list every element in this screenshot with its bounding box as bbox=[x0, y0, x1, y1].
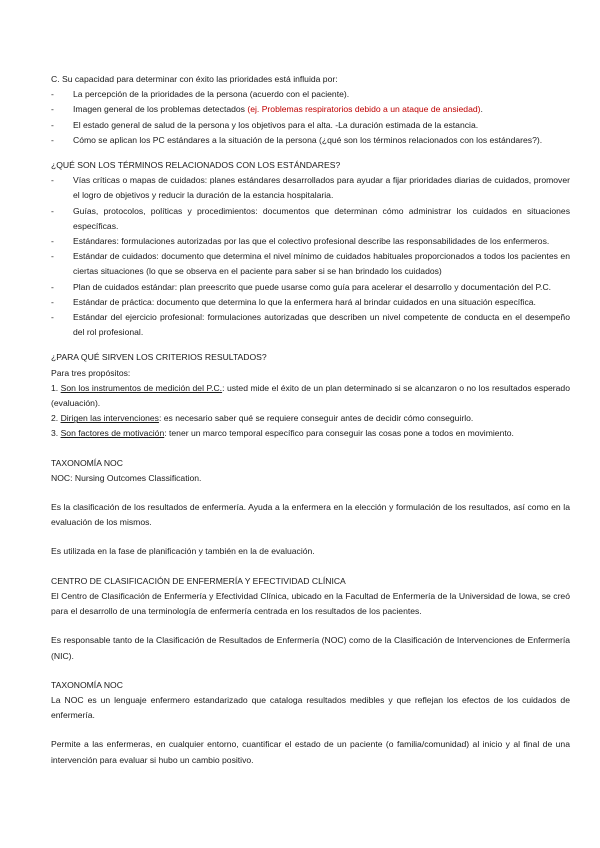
section-c-intro: C. Su capacidad para determinar con éxito las prioridades está influida por: bbox=[51, 74, 338, 84]
dash-bullet: - bbox=[51, 281, 54, 292]
list-item: - Estándar de cuidados: documento que determina el nivel mínimo de cuidados habituales proporcionados a todos los pacientes en ciertas situaciones (lo que se observa en el paciente para saber si se han brindado los cuidados) bbox=[51, 251, 570, 277]
center-paragraph: Es responsable tanto de la Clasificación de Resultados de Enfermería (NOC) como de la Clasificación de Intervenciones de Enfermería (NIC). bbox=[51, 635, 570, 661]
list-item: - Plan de cuidados estándar: plan preescrito que puede usarse como guía para acelerar el desarrollo y documentación del P.C. bbox=[51, 280, 570, 295]
noc-paragraph: Es la clasificación de los resultados de enfermería. Ayuda a la enfermera en la elección y formulación de los resultados, así como en la evaluación de los mismos. bbox=[51, 502, 570, 528]
dash-bullet: - bbox=[51, 296, 54, 307]
criteria-item: 3. Son factores de motivación: tener un marco temporal específico para conseguir las cosas pone a todos en movimiento. bbox=[51, 428, 514, 439]
dash-bullet: - bbox=[51, 236, 54, 247]
list-item: - La percepción de la prioridades de la persona (acuerdo con el paciente). bbox=[51, 87, 570, 102]
criteria-intro: Para tres propósitos: bbox=[51, 367, 131, 378]
dash-bullet: - bbox=[51, 89, 54, 100]
criteria-item: 1. Son los instrumentos de medición del P.C.: usted mide el éxito de un plan determinado si se alcanzaron o no los resultados esperado (evaluación). bbox=[51, 382, 570, 409]
dash-bullet: - bbox=[51, 119, 54, 130]
highlighted-example: (ej. Problemas respiratorios debido a un ataque de ansiedad) bbox=[247, 104, 481, 115]
dash-bullet: - bbox=[51, 175, 54, 186]
noc-heading: TAXONOMÍA NOC bbox=[51, 679, 123, 690]
list-item: - Estándares: formulaciones autorizadas por las que el colectivo profesional describe las responsabilidades de los enfermeros. bbox=[51, 234, 570, 249]
section-c-list bbox=[51, 87, 570, 148]
list-item: - Cómo se aplican los PC estándares a la situación de la persona (¿qué son los términos relacionados con los estándares?). bbox=[51, 133, 570, 148]
dash-bullet: - bbox=[51, 312, 54, 323]
list-item: - Imagen general de los problemas detectados (ej. Problemas respiratorios debido a un ataque de ansiedad). bbox=[51, 102, 570, 117]
noc-paragraph: La NOC es un lenguaje enfermero estandarizado que cataloga resultados medibles y que reflejan los efectos de los cuidados de enfermería. bbox=[51, 694, 570, 721]
dash-bullet: - bbox=[51, 205, 54, 216]
dash-bullet: - bbox=[51, 134, 54, 145]
dash-bullet: - bbox=[51, 104, 54, 115]
list-item: - Estándar del ejercicio profesional: formulaciones autorizadas que describen un nivel competente de conducta en el desempeño del rol profesional. bbox=[51, 312, 570, 338]
list-item: - El estado general de salud de la persona y los objetivos para el alta. -La duración estimada de la estancia. bbox=[51, 118, 570, 133]
terms-list bbox=[51, 173, 570, 340]
list-item: - Vías críticas o mapas de cuidados: planes estándares desarrollados para ayudar a fijar prioridades diarias de cuidados, promover el logro de objetivos y reducir la duración de la estancia hospitalaria. bbox=[51, 175, 570, 201]
dash-bullet: - bbox=[51, 251, 54, 262]
terms-heading: ¿QUÉ SON LOS TÉRMINOS RELACIONADOS CON LOS ESTÁNDARES? bbox=[51, 160, 341, 171]
list-item: - Guías, protocolos, políticas y procedimientos: documentos que determinan cómo administrar los cuidados en situaciones específicas. bbox=[51, 205, 570, 231]
criteria-item: 2. Dirigen las intervenciones: es necesario saber qué se requiere conseguir antes de decidir cómo conseguirlo. bbox=[51, 413, 474, 424]
noc-heading: TAXONOMÍA NOC bbox=[51, 457, 123, 468]
criteria-heading: ¿PARA QUÉ SIRVEN LOS CRITERIOS RESULTADOS? bbox=[51, 352, 267, 363]
center-heading: CENTRO DE CLASIFICACIÓN DE ENFERMERÍA Y EFECTIVIDAD CLÍNICA bbox=[51, 575, 346, 586]
noc-paragraph: Es utilizada en la fase de planificación y también en la de evaluación. bbox=[51, 546, 315, 557]
noc-paragraph: Permite a las enfermeras, en cualquier entorno, cuantificar el estado de un paciente (o familia/comunidad) al inicio y al final de una intervención para evaluar si hubo un cambio positivo. bbox=[51, 739, 570, 765]
list-item: - Estándar de práctica: documento que determina lo que la enfermera hará al brindar cuidados en una situación específica. bbox=[51, 295, 570, 310]
noc-subtitle: NOC: Nursing Outcomes Classification. bbox=[51, 472, 202, 483]
center-paragraph: El Centro de Clasificación de Enfermería y Efectividad Clínica, ubicado en la Facultad de Enfermería de la Universidad de Iowa, se creó para el desarrollo de una terminología de enfermería centrada en los resultados de los pacientes. bbox=[51, 590, 570, 617]
